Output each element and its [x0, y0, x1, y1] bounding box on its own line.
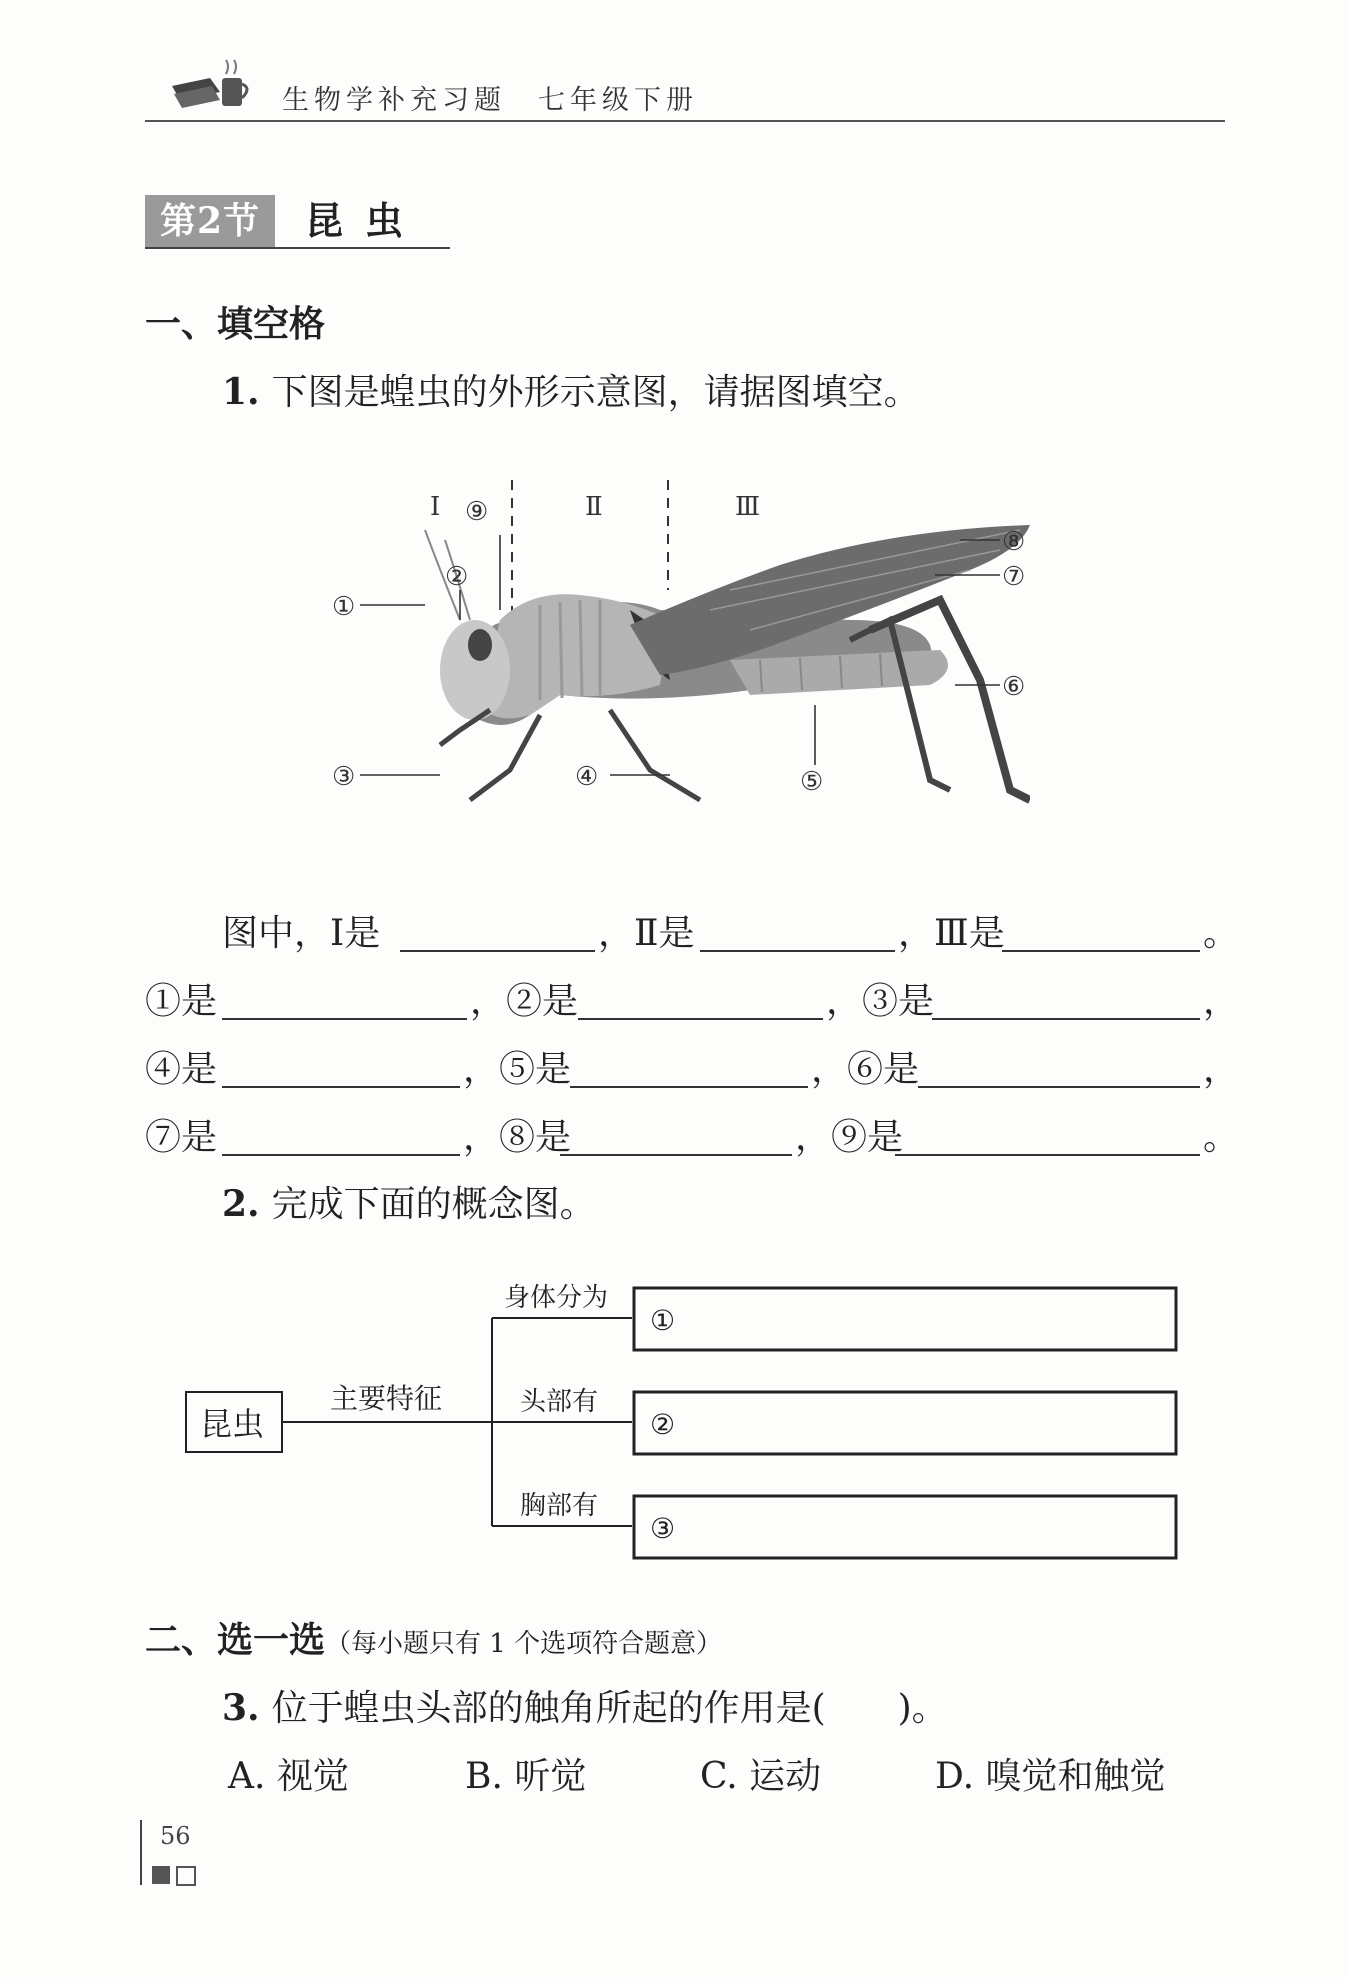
part1-heading: 一、填空格: [145, 304, 326, 345]
label-circle-4: ④: [575, 762, 599, 792]
page-number: 56: [160, 1822, 191, 1850]
part2-heading-text: 二、选一选: [145, 1620, 326, 1661]
option-c[interactable]: [700, 1748, 821, 1799]
question-2-number: 2.: [222, 1183, 260, 1225]
filled-square-icon: [152, 1866, 170, 1884]
fill-line-3-mid1: ，⑤是: [463, 1049, 572, 1090]
blank-circle-9[interactable]: [895, 1154, 1200, 1156]
blank-circle-2[interactable]: [578, 1018, 823, 1020]
part2-note: （每小题只有 1 个选项符合题意）: [325, 1629, 723, 1659]
fill-line-4-mid1: ，⑧是: [463, 1117, 572, 1158]
fill-line-2-mid2: ，③是: [826, 981, 935, 1022]
fill-line-1-end: 。: [1203, 913, 1240, 954]
concept-box-1-number: ①: [650, 1304, 676, 1337]
question-1-text: 下图是蝗虫的外形示意图，请据图填空。: [271, 372, 920, 413]
part2-heading: [145, 1612, 722, 1663]
question-3: [222, 1680, 948, 1731]
blank-circle-8[interactable]: [560, 1154, 792, 1156]
label-region-3: Ⅲ: [735, 492, 761, 522]
blank-region-1[interactable]: [400, 950, 595, 952]
option-d-letter: D.: [935, 1756, 975, 1797]
blank-circle-4[interactable]: [222, 1086, 460, 1088]
fill-line-3-prefix: ④是: [145, 1049, 218, 1090]
option-a-letter: A.: [228, 1756, 266, 1797]
concept-box-2-number: ②: [650, 1408, 676, 1441]
option-d[interactable]: [935, 1748, 1166, 1799]
fill-line-1: [222, 905, 380, 956]
option-a-text: 视觉: [276, 1756, 349, 1797]
concept-root-label: 昆虫: [200, 1405, 265, 1443]
concept-box-3-number: ③: [650, 1512, 676, 1545]
question-3-text: 位于蝗虫头部的触角所起的作用是( )。: [271, 1688, 948, 1729]
blank-region-3[interactable]: [1002, 950, 1200, 952]
fill-line-4-mid2: ，⑨是: [795, 1117, 904, 1158]
label-circle-9: ⑨: [465, 497, 489, 527]
option-c-letter: C.: [700, 1756, 738, 1797]
footer-rule: [140, 1820, 142, 1885]
section-number-badge: 第2节: [145, 195, 275, 247]
option-b[interactable]: [465, 1748, 586, 1799]
label-circle-5: ⑤: [800, 767, 824, 797]
option-d-text: 嗅觉和触觉: [985, 1756, 1166, 1797]
question-3-number: 3.: [222, 1687, 260, 1729]
section-title: 昆虫: [305, 198, 426, 243]
label-circle-8: ⑧: [1002, 527, 1026, 557]
concept-box-1[interactable]: [634, 1288, 1176, 1350]
option-a[interactable]: [228, 1748, 349, 1799]
label-region-1: Ⅰ: [430, 492, 441, 522]
label-region-2: Ⅱ: [585, 492, 603, 522]
concept-box-2[interactable]: [634, 1392, 1176, 1454]
book-cup-icon: [168, 56, 258, 112]
branch-1-label: 身体分为: [504, 1283, 609, 1313]
fill-line-4-prefix: ⑦是: [145, 1117, 218, 1158]
concept-main-label: 主要特征: [330, 1382, 443, 1415]
option-c-text: 运动: [749, 1756, 822, 1797]
fill-line-2-prefix: ①是: [145, 981, 218, 1022]
empty-square-icon: [176, 1866, 196, 1886]
header-rule: [145, 120, 1225, 122]
question-2-text: 完成下面的概念图。: [271, 1184, 596, 1225]
fill-line-3-mid2: ，⑥是: [811, 1049, 920, 1090]
blank-circle-1[interactable]: [222, 1018, 467, 1020]
fill-line-2-end: ，: [1203, 981, 1240, 1022]
fill-line-2-mid1: ，②是: [470, 981, 579, 1022]
option-b-text: 听觉: [514, 1756, 587, 1797]
fill-line-1-mid2: ，Ⅲ是: [898, 913, 1005, 954]
question-1: [222, 364, 920, 415]
question-1-number: 1.: [222, 371, 260, 413]
branch-3-label: 胸部有: [520, 1491, 599, 1521]
blank-circle-5[interactable]: [570, 1086, 808, 1088]
header-title: 生物学补充习题 七年级下册: [282, 85, 698, 116]
fill-line-3-end: ，: [1203, 1049, 1240, 1090]
section-rule: [145, 247, 450, 249]
fill-line-1-prefix: 图中，Ⅰ是: [222, 913, 381, 954]
option-b-letter: B.: [465, 1756, 503, 1797]
label-circle-1: ①: [332, 592, 356, 622]
blank-circle-3[interactable]: [932, 1018, 1200, 1020]
label-circle-6: ⑥: [1002, 672, 1026, 702]
label-circle-2: ②: [445, 562, 469, 592]
label-circle-3: ③: [332, 762, 356, 792]
locust-diagram: [330, 470, 1030, 830]
label-circle-7: ⑦: [1002, 562, 1026, 592]
fill-line-1-mid1: ，Ⅱ是: [598, 913, 695, 954]
concept-box-3[interactable]: [634, 1496, 1176, 1558]
fill-line-4-end: 。: [1203, 1117, 1240, 1158]
blank-circle-6[interactable]: [918, 1086, 1200, 1088]
branch-2-label: 头部有: [520, 1387, 599, 1417]
blank-region-2[interactable]: [700, 950, 895, 952]
concept-map: [180, 1270, 1190, 1570]
blank-circle-7[interactable]: [222, 1154, 460, 1156]
locust-body: [425, 525, 1030, 800]
question-2: [222, 1176, 596, 1227]
